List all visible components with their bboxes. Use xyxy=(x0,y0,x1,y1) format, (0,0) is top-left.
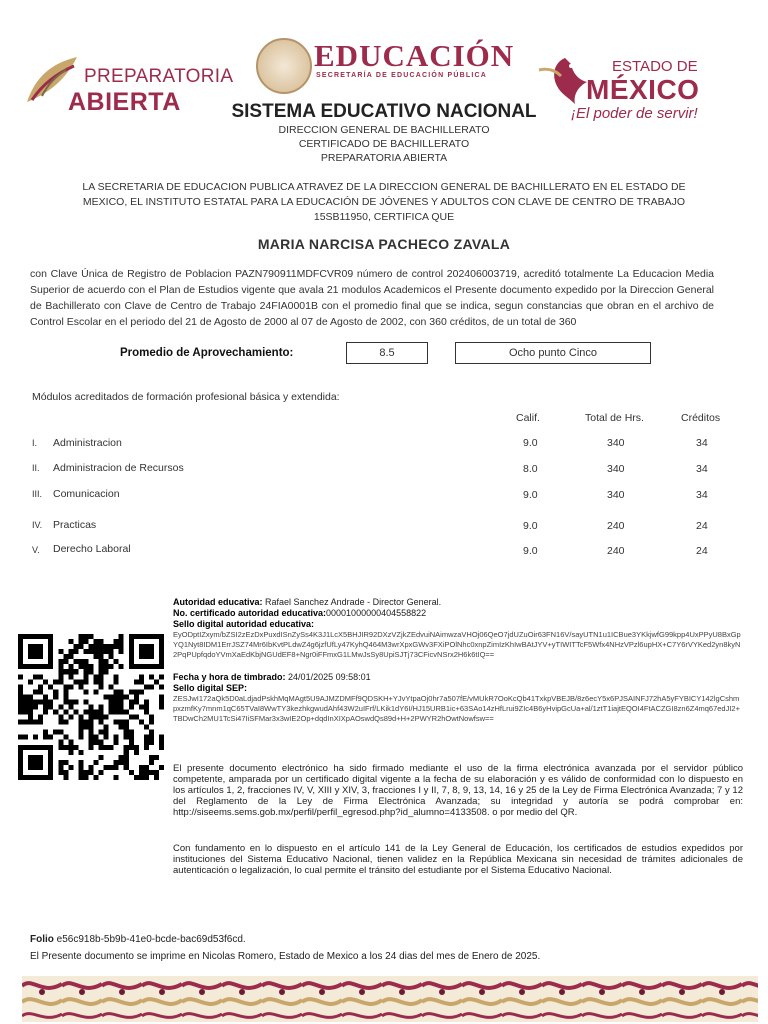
certification-body: con Clave Única de Registro de Poblacion PAZN790911MDFCVR09 número de control 202406003719, acreditó totalmente La Educacion Media Superior de acuerdo con el Plan de Estudios vigente que avala 21 modulos Academicos el Presente documento expedido por la Direccion General de Bachillerato con Clave de Centro de Trabajo 24FIA0001B con el promedio final que se indica, segun constancias que obran en el archivo de Control Escolar en el periodo del 21 de Agosto de 2000 al 07 de Agosto de 2002, con 360 créditos, de un total de 360 xyxy=(30,268,714,328)
module-credits: 34 xyxy=(696,489,708,501)
stamp-label: Fecha y hora de timbrado: xyxy=(173,672,286,682)
module-hours: 340 xyxy=(607,463,625,475)
prep-line2: ABIERTA xyxy=(68,88,181,116)
subtitle-1: DIRECCION GENERAL DE BACHILLERATO xyxy=(278,124,490,136)
prep-line1: PREPARATORIA xyxy=(84,66,234,87)
decorative-pattern-strip xyxy=(22,976,758,1022)
stamp-value: 24/01/2025 09:58:01 xyxy=(288,672,371,682)
intro-paragraph: LA SECRETARIA DE EDUCACION PUBLICA ATRAVEZ DE LA DIRECCION GENERAL DE BACHILLERATO EN EL ESTADO DE MEXICO, EL INSTITUTO ESTATAL PARA LA EDUCACIÓN DE JÓVENES Y ADULTOS CON CLAVE DE CENTRO DE TRABAJO 15SB11950, CERTIFICA QUE xyxy=(82,181,686,223)
module-credits: 34 xyxy=(696,463,708,475)
document-title: SISTEMA EDUCATIVO NACIONAL xyxy=(231,101,537,122)
mexico-seal-icon xyxy=(256,38,312,94)
col-calif-header: Calif. xyxy=(516,412,540,424)
edo-line2: MÉXICO xyxy=(586,74,700,105)
module-name: Comunicacion xyxy=(53,488,120,500)
sep-seal-hash: ZESJwI172aQk5D0aLdjadPskhMqMAgt5U9AJMZDMFf9QDSKH+YJvYtpaOj0hr7a507fE/vMUkR7OoKcQb41TxkpVBEJB/8z6ecY5x6PJSAINFJ72hA5yFYBICY142lgCshmpxzmfKy7mnm1qC65TVaI8WwTY3kezhkgwudAhf43W2uIFrf/LKik1dY6I/HJ15URB1ic+63SAo14zHfLrui9ZIc4B6yHvipGcUa+al/1ztT1iajtEQOI4FtACZGI8zn6Z4mq67edJI2+TBDwCh2MU1TcSi47IiSFMar3x3wIE2Op+dqdInXIXpAOswdQs89d+H+2PWYR2hOwtNowfsw== xyxy=(173,694,740,723)
module-hours: 340 xyxy=(607,437,625,449)
module-number: I. xyxy=(32,438,38,448)
authority-value: Rafael Sanchez Andrade - Director General. xyxy=(265,597,442,607)
legal-paragraph-2: Con fundamento en lo dispuesto en el artículo 141 de la Ley General de Educación, los certificados de estudios expedidos por instituciones del Sistema Educativo Nacional, tienen validez en la República Mexicana sin necesidad de trámites adicionales de autenticación o legalización, lo cual permite el tránsito del estudiante por el Sistema Educativo Nacional. xyxy=(173,843,743,876)
modules-heading: Módulos acreditados de formación profesional básica y extendida: xyxy=(32,391,340,403)
module-name: Administracion xyxy=(53,437,122,449)
module-name: Derecho Laboral xyxy=(53,543,131,555)
authority-label: Autoridad educativa: xyxy=(173,597,263,607)
seal-label: Sello digital autoridad educativa: xyxy=(173,619,315,629)
folio xyxy=(30,934,246,945)
module-grade: 9.0 xyxy=(523,437,538,449)
edo-line1: ESTADO DE xyxy=(612,58,698,75)
cert-label: No. certificado autoridad educativa: xyxy=(173,608,327,618)
student-name: MARIA NARCISA PACHECO ZAVALA xyxy=(257,236,511,252)
module-number: II. xyxy=(32,463,40,473)
sep-seal-label: Sello digital SEP: xyxy=(173,683,248,693)
col-hours-header: Total de Hrs. xyxy=(585,412,644,424)
print-location-text: El Presente documento se imprime en Nicolas Romero, Estado de Mexico a los 24 dias del mes de Enero de 2025. xyxy=(30,951,541,962)
module-grade: 9.0 xyxy=(523,520,538,532)
module-credits: 24 xyxy=(696,520,708,532)
module-number: III. xyxy=(32,489,43,499)
edo-slogan: ¡El poder de servir! xyxy=(571,105,698,122)
module-credits: 24 xyxy=(696,545,708,557)
subtitle-2: CERTIFICADO DE BACHILLERATO xyxy=(298,138,470,150)
cert-value: 00001000000404558822 xyxy=(326,608,427,618)
qr-code[interactable] xyxy=(18,634,164,780)
subtitle-3: PREPARATORIA ABIERTA xyxy=(320,152,448,164)
authority-seal-hash: EyODptIZxym/bZSI2zEzDxPuxdISnZySs4K3J1LcX5BHJIR92DXzVZjkZEdvuiNAimwzaVHOj06QeO7jdUZuOir63FN16V/sayUTN1u1ICBue3YKkjwfG99kpp4UxPPyU8BxGpYQ1Nyt8IDM1ErrJSZ74Mr6IbKvtPLdwZ4g6jzfUfLy47KyhQ464M3wrXpxGWv3FXiPOlNhc0xnpZimIzKhIwBAtJYV+yTIWITTcF5Wfx4NHzVPzl6upHX+C7Y6rVYKed2yn8kyN2PqPUpfqdoYVmXaEdKbjNGUdEF8+Ngr0iFFmxG1LMwJsSy8UpiSJTj73CFicvNSrx2H6k6tIQ== xyxy=(173,630,741,659)
module-hours: 240 xyxy=(607,545,625,557)
signature-block xyxy=(173,597,743,724)
col-credits-header: Créditos xyxy=(681,412,721,424)
folio-label: Folio xyxy=(30,934,54,945)
module-credits: 34 xyxy=(696,437,708,449)
average-text: Ocho punto Cinco xyxy=(455,342,651,364)
folio-value: e56c918b-5b9b-41e0-bcde-bac69d53f6cd. xyxy=(56,934,246,945)
average-label: Promedio de Aprovechamiento: xyxy=(120,347,294,359)
average-value: 8.5 xyxy=(346,342,428,364)
module-grade: 8.0 xyxy=(523,463,538,475)
module-hours: 340 xyxy=(607,489,625,501)
legal-paragraph-1: El presente documento electrónico ha sido firmado mediante el uso de la firma electrónica avanzada por el servidor público competente, amparada por un certificado digital vigente a la fecha de su elaboración y es válido de conformidad con lo dispuesto en los artículos 1, 2, fracciones IV, V, XIII y XIV, 3, fracciones I y II, 7, 8, 9, 13, 14, 16 y 25 de la Ley de Firma Electrónica Avanzada; 7 y 12 del Reglamento de la Ley de Firma Electrónica Avanzada; su integridad y autoría se podrá comprobar en: http://siseems.sems.gob.mx/perfil/perfil_egresod.php?id_alumno=4133508. o por medio del QR. xyxy=(173,763,743,818)
module-grade: 9.0 xyxy=(523,489,538,501)
module-number: V. xyxy=(32,545,40,555)
module-hours: 240 xyxy=(607,520,625,532)
module-name: Administracion de Recursos xyxy=(53,462,184,474)
module-number: IV. xyxy=(32,520,43,530)
module-name: Practicas xyxy=(53,519,97,531)
module-grade: 9.0 xyxy=(523,545,538,557)
sep-subtitle: SECRETARÍA DE EDUCACIÓN PÚBLICA xyxy=(316,72,487,79)
educacion-title: EDUCACIÓN xyxy=(314,38,515,73)
